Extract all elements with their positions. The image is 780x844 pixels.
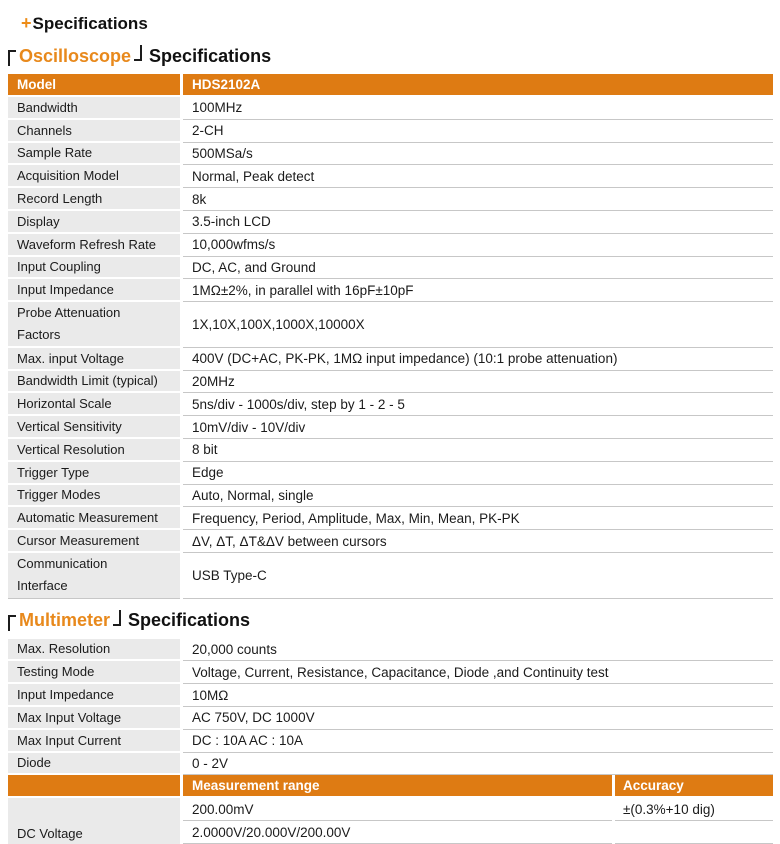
spec-label: Input Impedance [8,684,180,707]
spec-label: Max. input Voltage [8,348,180,371]
spec-label: Probe Attenuation Factors [8,302,180,348]
table-row [8,439,773,462]
measurement-range-value: 200.00mV [183,798,612,821]
table-row [8,639,773,662]
table-row [180,821,773,844]
spec-label: Acquisition Model [8,165,180,188]
spec-label: Max. Resolution [8,639,180,662]
page-title-text: Specifications [32,14,148,33]
spec-value: Normal, Peak detect [183,165,773,188]
table-row [8,553,773,599]
spec-value: Auto, Normal, single [183,485,773,508]
page-title [21,13,780,34]
bracket-open-icon [8,50,16,66]
sub-header-blank [8,775,180,798]
model-value: HDS2102A [183,74,773,97]
spec-value: AC 750V, DC 1000V [183,707,773,730]
spec-value: ΔV, ΔT, ΔT&ΔV between cursors [183,530,773,553]
spec-value: 20MHz [183,371,773,394]
table-header-row [8,74,773,97]
table-row [8,507,773,530]
spec-value: Voltage, Current, Resistance, Capacitance, Diode ,and Continuity test [183,661,773,684]
spec-value: 10MΩ [183,684,773,707]
spec-label: Vertical Sensitivity [8,416,180,439]
spec-value: 100MHz [183,97,773,120]
table-row [8,279,773,302]
table-row [8,165,773,188]
spec-value: 0 - 2V [183,753,773,776]
section-name: Oscilloscope [19,45,132,66]
spec-table-oscilloscope [8,74,773,599]
spec-value: 1MΩ±2%, in parallel with 16pF±10pF [183,279,773,302]
spec-label: Record Length [8,188,180,211]
table-row [8,234,773,257]
table-row [8,371,773,394]
spec-value: Edge [183,462,773,485]
table-row [8,143,773,166]
spec-label: Sample Rate [8,143,180,166]
section-name: Multimeter [19,610,111,631]
table-row [8,393,773,416]
table-row [8,416,773,439]
spec-value: DC : 10A AC : 10A [183,730,773,753]
spec-value: 1X,10X,100X,1000X,10000X [183,302,773,348]
spec-label: Trigger Modes [8,485,180,508]
spec-label: Trigger Type [8,462,180,485]
spec-label: Bandwidth [8,97,180,120]
dc-voltage-rows [180,798,773,844]
table-row [8,120,773,143]
measurement-range-value: 2.0000V/20.000V/200.00V [183,821,612,844]
table-row [8,257,773,280]
spec-value: Frequency, Period, Amplitude, Max, Min, Mean, PK-PK [183,507,773,530]
spec-value: 10mV/div - 10V/div [183,416,773,439]
table-row [8,485,773,508]
spec-label: Channels [8,120,180,143]
table-row [8,97,773,120]
spec-value: 20,000 counts [183,639,773,662]
spec-value: USB Type-C [183,553,773,599]
spec-value: 8 bit [183,439,773,462]
accuracy-value [615,821,773,844]
bracket-open-icon [8,615,16,631]
spec-value: 10,000wfms/s [183,234,773,257]
sub-header-row [8,775,773,798]
accuracy-header: Accuracy [615,775,773,798]
table-row [8,753,773,776]
bracket-close-icon [113,610,121,626]
spec-label: Max Input Current [8,730,180,753]
table-row [8,188,773,211]
section-heading-oscilloscope [8,45,780,67]
spec-label: Input Coupling [8,257,180,280]
table-row [8,348,773,371]
section-heading-multimeter [8,610,780,632]
spec-label: Bandwidth Limit (typical) [8,371,180,394]
table-row [8,730,773,753]
table-row [8,661,773,684]
dc-voltage-group [8,798,773,844]
table-row [8,462,773,485]
model-label: Model [8,74,180,97]
spec-value: 500MSa/s [183,143,773,166]
spec-value: 2-CH [183,120,773,143]
table-row [8,684,773,707]
spec-value: 5ns/div - 1000s/div, step by 1 - 2 - 5 [183,393,773,416]
section-suffix: Specifications [149,45,272,66]
spec-label: Automatic Measurement [8,507,180,530]
bracket-close-icon [134,45,142,61]
table-row [8,211,773,234]
spec-value: 400V (DC+AC, PK-PK, 1MΩ input impedance) (10:1 probe attenuation) [183,348,773,371]
table-row [180,798,773,821]
spec-value: 3.5-inch LCD [183,211,773,234]
spec-label: Horizontal Scale [8,393,180,416]
accuracy-value: ±(0.3%+10 dig) [615,798,773,821]
spec-label: Cursor Measurement [8,530,180,553]
spec-value: 8k [183,188,773,211]
spec-label: Testing Mode [8,661,180,684]
section-suffix: Specifications [128,610,251,631]
spec-label: Vertical Resolution [8,439,180,462]
spec-label: Communication Interface [8,553,180,599]
spec-label: Diode [8,753,180,776]
table-row [8,530,773,553]
plus-icon: + [21,13,32,33]
spec-label: Input Impedance [8,279,180,302]
table-row [8,707,773,730]
spec-label: Waveform Refresh Rate [8,234,180,257]
spec-value: DC, AC, and Ground [183,257,773,280]
spec-label: DC Voltage [8,798,180,844]
spec-label: Display [8,211,180,234]
spec-label: Max Input Voltage [8,707,180,730]
spec-table-multimeter [8,639,773,844]
measurement-range-header: Measurement range [183,775,612,798]
table-row [8,302,773,348]
